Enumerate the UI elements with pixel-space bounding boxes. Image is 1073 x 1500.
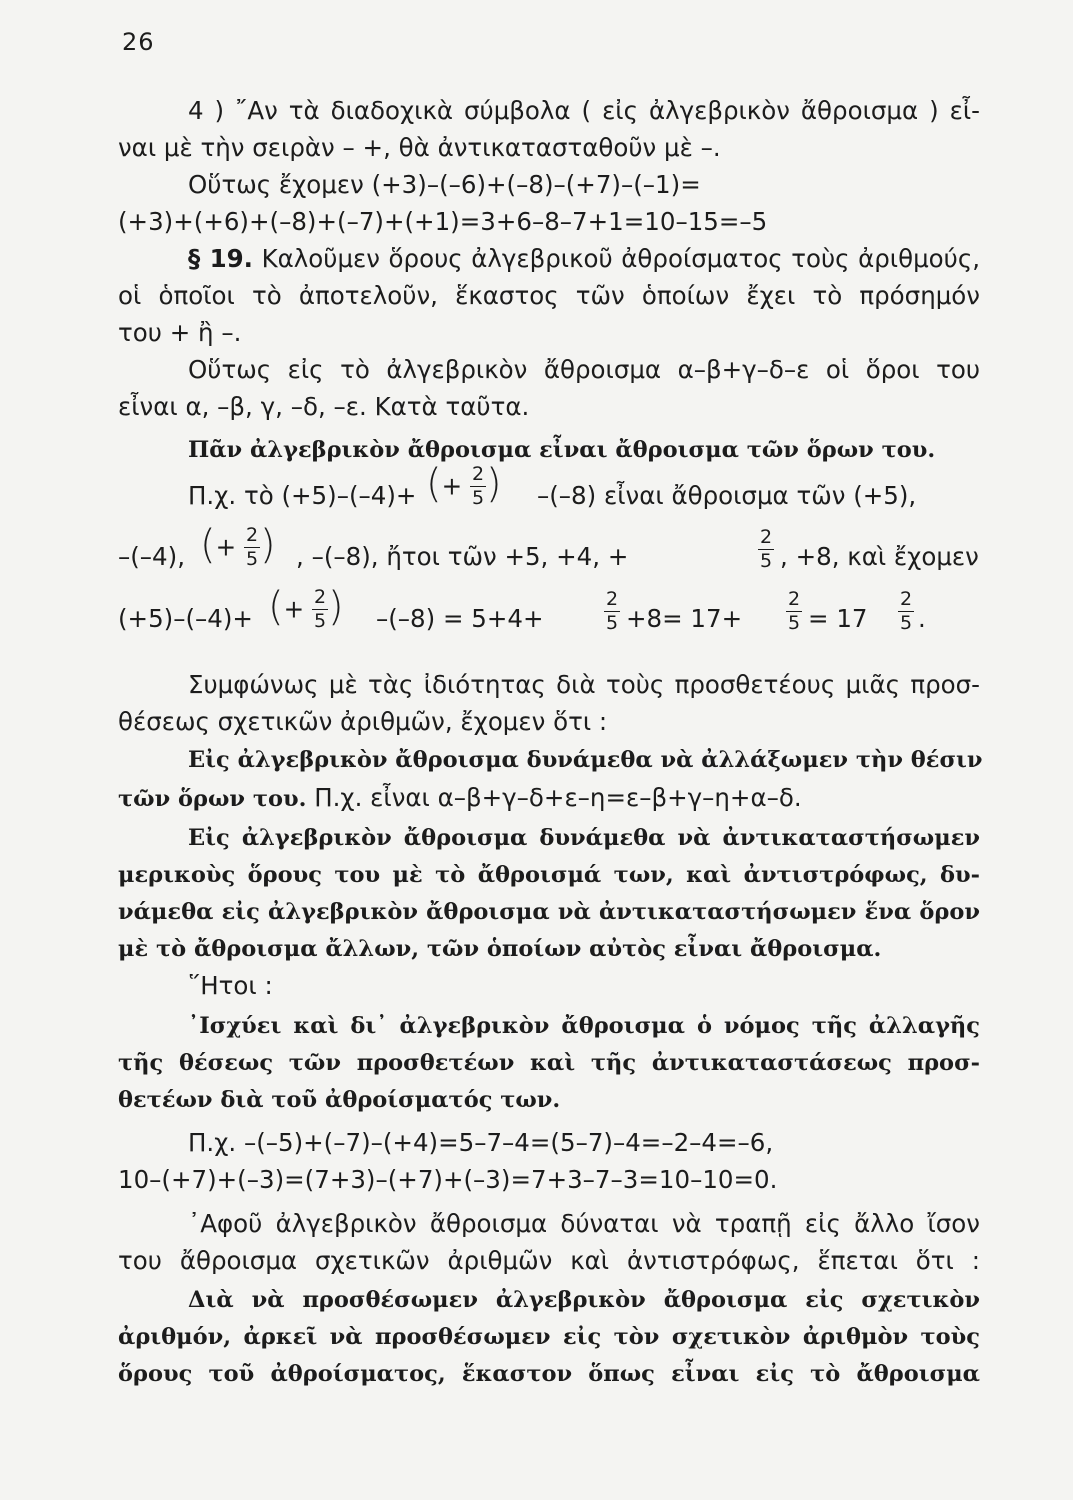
text-line: 10–(+7)+(–3)=(7+3)–(+7)+(–3)=7+3–7–3=10–10=0. xyxy=(118,1165,778,1194)
example-line-2 xyxy=(118,524,980,584)
denominator: 5 xyxy=(606,612,619,634)
text-segment: –(–8) = 5+4+ xyxy=(376,604,544,633)
fraction xyxy=(470,462,486,509)
text-line: 4 ) ῎Αν τὰ διαδοχικὰ σύμβολα ( εἰς ἀλγεβρικὸν ἄθροισμα ) εἶ- xyxy=(188,96,980,125)
fraction-term xyxy=(200,524,276,570)
denominator: 5 xyxy=(245,547,259,570)
text-line: Εἰς ἀλγεβρικὸν ἄθροισμα δυνάμεθα νὰ ἀντικαταστήσωμεν xyxy=(188,825,980,851)
properties-paragraph xyxy=(118,666,980,740)
fraction-term xyxy=(426,463,502,509)
text-line: τῆς θέσεως τῶν προσθετέων καὶ τῆς ἀντικαταστάσεως προσ- xyxy=(118,1050,980,1076)
text-line xyxy=(118,779,980,818)
text-segment: Π.χ. εἶναι α–β+γ–δ+ε–η=ε–β+γ–η+α–δ. xyxy=(306,783,802,812)
fraction-term xyxy=(268,586,344,632)
text-segment: . xyxy=(918,604,926,633)
fraction-body xyxy=(604,590,620,633)
paren: ) xyxy=(328,584,344,630)
text-segment: , +8, καὶ ἔχομεν xyxy=(780,542,979,571)
paragraph-3 xyxy=(118,1205,980,1279)
text-line: ὅρους τοῦ ἀθροίσματος, ἕκαστον ὅπως εἶναι εἰς τὸ ἄθροισμα xyxy=(118,1361,980,1387)
text-segment: Π.χ. τὸ (+5)–(–4)+ xyxy=(188,481,417,510)
text-segment: (+5)–(–4)+ xyxy=(118,604,253,633)
denominator: 5 xyxy=(313,609,327,632)
paren: ) xyxy=(260,522,276,568)
paren: ( xyxy=(426,461,442,507)
text-line: ῞Ητοι : xyxy=(188,971,273,1000)
fraction xyxy=(786,590,802,633)
fraction xyxy=(604,590,620,633)
fraction-body xyxy=(898,590,914,633)
numerator: 2 xyxy=(760,526,773,548)
text-line: Οὕτως ἔχομεν (+3)–(–6)+(–8)–(+7)–(–1)= xyxy=(188,170,701,199)
section-19 xyxy=(118,240,980,425)
rule-3 xyxy=(118,820,980,968)
section-number: § 19. xyxy=(188,244,253,273)
text-line: ἀριθμόν, ἀρκεῖ νὰ προσθέσωμεν εἰς τὸν σχετικὸν ἀριθμὸν τοὺς xyxy=(118,1324,980,1350)
text-line: θετέων διὰ τοῦ ἀθροίσματός των. xyxy=(118,1087,561,1113)
example-line-1 xyxy=(118,463,980,523)
fraction xyxy=(898,590,914,633)
denominator: 5 xyxy=(471,486,485,509)
text-line: (+3)+(+6)+(–8)+(–7)+(+1)=3+6–8–7+1=10–15=–5 xyxy=(118,207,768,236)
fraction xyxy=(758,528,774,571)
text-line: Εἰς ἀλγεβρικὸν ἄθροισμα δυνάμεθα νὰ ἀλλάξωμεν τὴν θέσιν xyxy=(188,747,983,773)
text-line: Π.χ. –(–5)+(–7)–(+4)=5–7–4=(5–7)–4=–2–4=–6, xyxy=(188,1128,774,1157)
example-line-3 xyxy=(118,586,980,646)
page-number: 26 xyxy=(122,28,155,56)
text-line: ναι μὲ τὴν σειρὰν – +, θὰ ἀντικατασταθοῦν μὲ –. xyxy=(118,133,721,162)
rule-4 xyxy=(118,1008,980,1119)
text-line: ᾿Ισχύει καὶ δι᾿ ἀλγεβρικὸν ἄθροισμα ὁ νόμος τῆς ἀλλαγῆς xyxy=(188,1013,980,1039)
text-line: Πᾶν ἀλγεβρικὸν ἄθροισμα εἶναι ἄθροισμα τῶν ὅρων του. xyxy=(188,437,936,463)
examples-2 xyxy=(118,1124,980,1198)
paren: ( xyxy=(268,584,284,630)
text-segment: , –(–8), ἤτοι τῶν +5, +4, + xyxy=(296,542,629,571)
fraction xyxy=(312,585,328,632)
rule-2 xyxy=(118,742,983,818)
numerator: 2 xyxy=(313,585,327,608)
numerator: 2 xyxy=(471,462,485,485)
item-4-paragraph xyxy=(118,92,980,240)
denominator: 5 xyxy=(760,550,773,572)
plus-sign: + xyxy=(215,532,237,562)
text-line: θέσεως σχετικῶν ἀριθμῶν, ἔχομεν ὅτι : xyxy=(118,707,608,736)
plus-sign: + xyxy=(441,471,463,501)
denominator: 5 xyxy=(788,612,801,634)
numerator: 2 xyxy=(788,588,801,610)
text-segment: –(–8) εἶναι ἄθροισμα τῶν (+5), xyxy=(537,481,917,510)
text-segment: = 17 xyxy=(808,604,868,633)
rule-5 xyxy=(118,1282,980,1393)
numerator: 2 xyxy=(900,588,913,610)
bold-segment: τῶν ὅρων του. xyxy=(118,786,307,812)
numerator: 2 xyxy=(606,588,619,610)
fraction-body xyxy=(758,528,774,571)
fraction xyxy=(244,523,260,570)
text-line: μὲ τὸ ἄθροισμα ἄλλων, τῶν ὁποίων αὐτὸς εἶναι ἄθροισμα. xyxy=(118,936,882,962)
text-line: Οὕτως εἰς τὸ ἀλγεβρικὸν ἄθροισμα α–β+γ–δ–ε οἱ ὅροι του xyxy=(188,355,980,384)
plus-sign: + xyxy=(283,594,305,624)
text-line: Διὰ νὰ προσθέσωμεν ἀλγεβρικὸν ἄθροισμα εἰς σχετικὸν xyxy=(188,1287,980,1313)
text-line: Συμφώνως μὲ τὰς ἰδιότητας διὰ τοὺς προσθετέους μιᾶς προσ- xyxy=(188,670,980,699)
htoi-line xyxy=(118,967,980,1004)
text-line: εἶναι α, –β, γ, –δ, –ε. Κατὰ ταῦτα. xyxy=(118,392,530,421)
text-line xyxy=(118,240,980,277)
numerator: 2 xyxy=(245,523,259,546)
paren: ( xyxy=(200,522,216,568)
text-line: μερικοὺς ὅρους του μὲ τὸ ἄθροισμά των, καὶ ἀντιστρόφως, δυ- xyxy=(118,862,980,888)
fraction-body xyxy=(786,590,802,633)
text-line: ᾿Αφοῦ ἀλγεβρικὸν ἄθροισμα δύναται νὰ τραπῇ εἰς ἄλλο ἴσον xyxy=(188,1209,980,1238)
paren: ) xyxy=(486,461,502,507)
text-line: του ἄθροισμα σχετικῶν ἀριθμῶν καὶ ἀντιστρόφως, ἕπεται ὅτι : xyxy=(118,1246,980,1275)
text-line: νάμεθα εἰς ἀλγεβρικὸν ἄθροισμα νὰ ἀντικαταστήσωμεν ἕνα ὅρον xyxy=(118,899,980,925)
text-line: οἱ ὁποῖοι τὸ ἀποτελοῦν, ἕκαστος τῶν ὁποίων ἔχει τὸ πρόσημόν xyxy=(118,281,980,310)
denominator: 5 xyxy=(900,612,913,634)
text-segment: +8= 17+ xyxy=(626,604,743,633)
text-line: του + ἢ –. xyxy=(118,318,242,347)
text-segment: –(–4), xyxy=(118,542,185,571)
section-line-text: Καλοῦμεν ὅρους ἀλγεβρικοῦ ἀθροίσματος τοὺς ἀριθμούς, xyxy=(261,244,980,273)
